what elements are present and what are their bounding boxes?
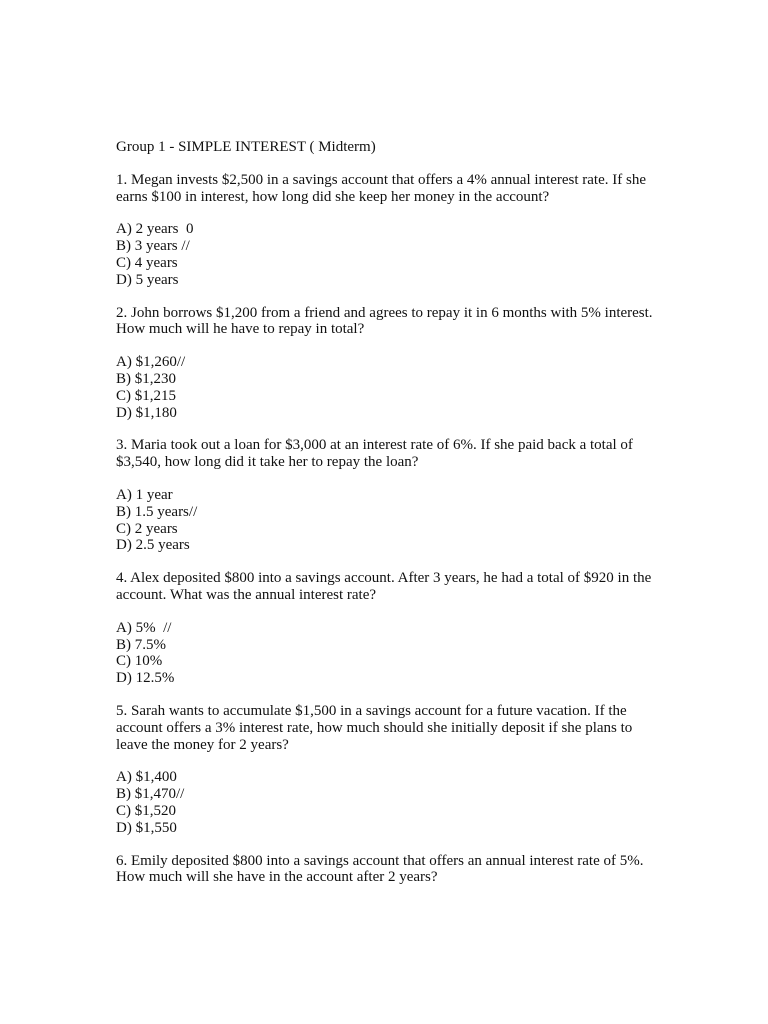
answer-option: C) 10% — [116, 653, 163, 670]
question-3 — [116, 437, 656, 554]
question-4 — [116, 570, 656, 687]
answer-option: D) 12.5% — [116, 670, 175, 687]
question-text: 4. Alex deposited $800 into a savings account. After 3 years, he had a total of $920 in the account. What was the annual interest rate? — [116, 570, 652, 603]
answer-options — [116, 487, 656, 554]
answer-option: C) 2 years — [116, 520, 178, 537]
question-5 — [116, 703, 656, 837]
answer-option: D) $1,550 — [116, 819, 177, 836]
answer-option: B) 3 years // — [116, 238, 190, 255]
question-text: 1. Megan invests $2,500 in a savings account that offers a 4% annual interest rate. If she earns $100 in interest, how long did she keep her money in the account? — [116, 171, 646, 205]
answer-option: A) $1,400 — [116, 769, 177, 786]
answer-option: D) $1,180 — [116, 404, 177, 421]
answer-option: B) $1,230 — [116, 370, 176, 387]
answer-option: B) $1,470// — [116, 786, 185, 803]
question-1 — [116, 172, 656, 289]
document-page — [116, 139, 656, 902]
answer-option: D) 2.5 years — [116, 537, 190, 554]
answer-options — [116, 354, 656, 421]
question-6 — [116, 853, 656, 887]
answer-option: B) 7.5% — [116, 636, 166, 653]
answer-option: A) 2 years 0 — [116, 221, 194, 238]
question-text: 6. Emily deposited $800 into a savings account that offers an annual interest rate of 5%. How much will she have in the account after 2 years? — [116, 852, 644, 886]
answer-option: C) 4 years — [116, 254, 178, 271]
answer-option: B) 1.5 years// — [116, 503, 198, 520]
answer-option: C) $1,520 — [116, 802, 176, 819]
answer-option: A) $1,260// — [116, 354, 186, 371]
answer-options — [116, 221, 656, 288]
answer-option: D) 5 years — [116, 271, 179, 288]
question-text: 5. Sarah wants to accumulate $1,500 in a savings account for a future vacation. If the account offers a 3% interest rate, how much should she initially deposit if she plans to leave the money for 2 years? — [116, 702, 633, 753]
question-text: 3. Maria took out a loan for $3,000 at an interest rate of 6%. If she paid back a total of $3,540, how long did it take her to repay the loan? — [116, 437, 633, 471]
answer-option: C) $1,215 — [116, 387, 176, 404]
question-text: 2. John borrows $1,200 from a friend and agrees to repay it in 6 months with 5% interest. How much will he have to repay in total? — [116, 304, 653, 338]
answer-option: A) 5% // — [116, 619, 172, 636]
document-title: Group 1 - SIMPLE INTEREST ( Midterm) — [116, 139, 376, 155]
answer-options — [116, 769, 656, 836]
answer-options — [116, 620, 656, 687]
answer-option: A) 1 year — [116, 486, 173, 503]
question-2 — [116, 305, 656, 422]
